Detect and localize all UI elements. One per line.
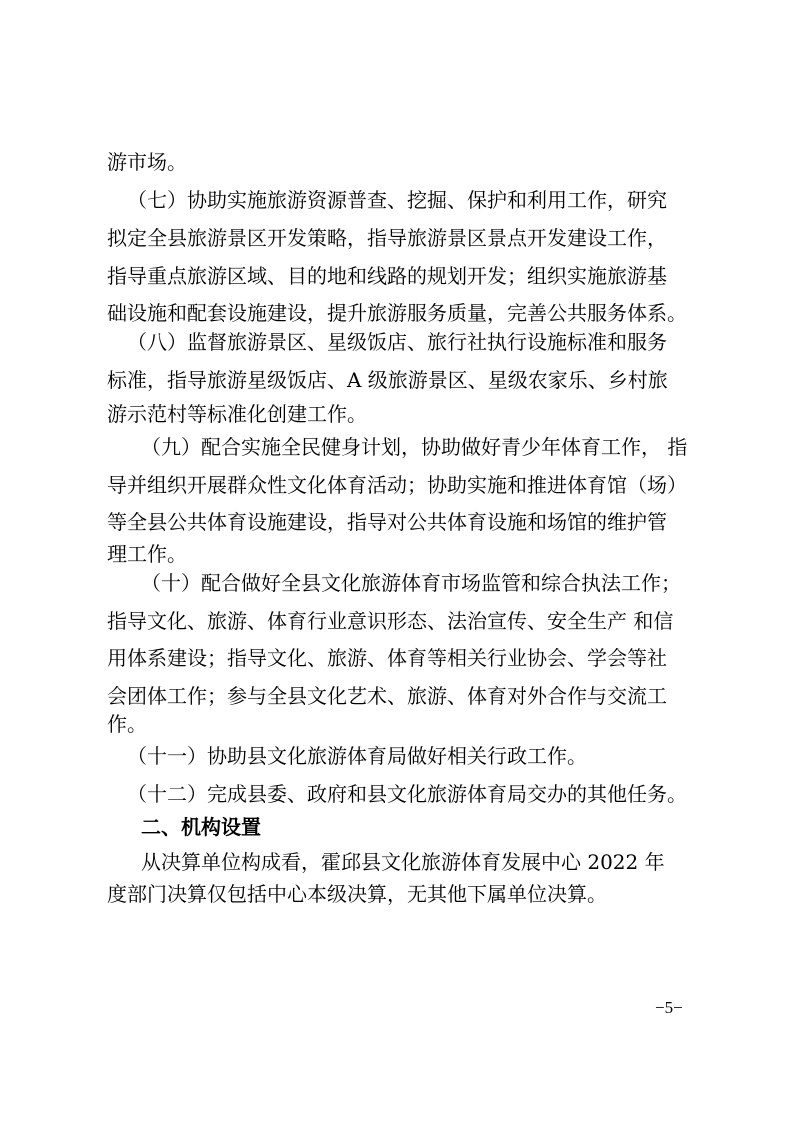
text-line: 指导重点旅游区域、目的地和线路的规划开发；组织实施旅游基: [107, 264, 667, 288]
text-line: 度部门决算仅包括中心本级决算，无其他下属单位决算。: [107, 882, 607, 906]
text-line: （九）配合实施全民健身计划，协助做好青少年体育工作， 指: [141, 435, 688, 459]
text-line: 从决算单位构成看，霍邱县文化旅游体育发展中心 2022 年: [141, 850, 665, 874]
text-line: 会团体工作；参与全县文化艺术、旅游、体育对外合作与交流工: [107, 684, 667, 708]
text-line: （十）配合做好全县文化旅游体育市场监管和综合执法工作；: [141, 571, 681, 595]
text-line: 导并组织开展群众性文化体育活动；协助实施和推进体育馆（场）: [107, 473, 687, 497]
page-number: −5−: [655, 998, 683, 1017]
text-line: 指导文化、旅游、体育行业意识形态、法治宣传、安全生产 和信: [107, 609, 674, 633]
text-line: 拟定全县旅游景区开发策略，指导旅游景区景点开发建设工作，: [107, 226, 667, 250]
text-line: 游市场。: [107, 150, 187, 174]
section-heading: 二、机构设置: [141, 815, 261, 839]
text-line: （十一）协助县文化旅游体育局做好相关行政工作。: [127, 744, 587, 768]
text-line: 础设施和配套设施建设，提升旅游服务质量，完善公共服务体系。: [107, 301, 687, 325]
text-line: （十二）完成县委、政府和县文化旅游体育局交办的其他任务。: [127, 782, 687, 806]
text-line: 用体系建设；指导文化、旅游、体育等相关行业协会、学会等社: [107, 646, 667, 670]
text-line: （七）协助实施旅游资源普查、挖掘、保护和利用工作，研究: [127, 188, 667, 212]
text-line: 作。: [107, 712, 147, 736]
text-line: （八）监督旅游景区、星级饭店、旅行社执行设施标准和服务: [127, 330, 667, 354]
text-line: 游示范村等标准化创建工作。: [107, 402, 367, 426]
text-line: 理工作。: [107, 542, 187, 566]
text-line: 等全县公共体育设施建设，指导对公共体育设施和场馆的维护管: [107, 510, 667, 534]
text-line: 标准，指导旅游星级饭店、A 级旅游景区、星级农家乐、乡村旅: [107, 368, 668, 392]
